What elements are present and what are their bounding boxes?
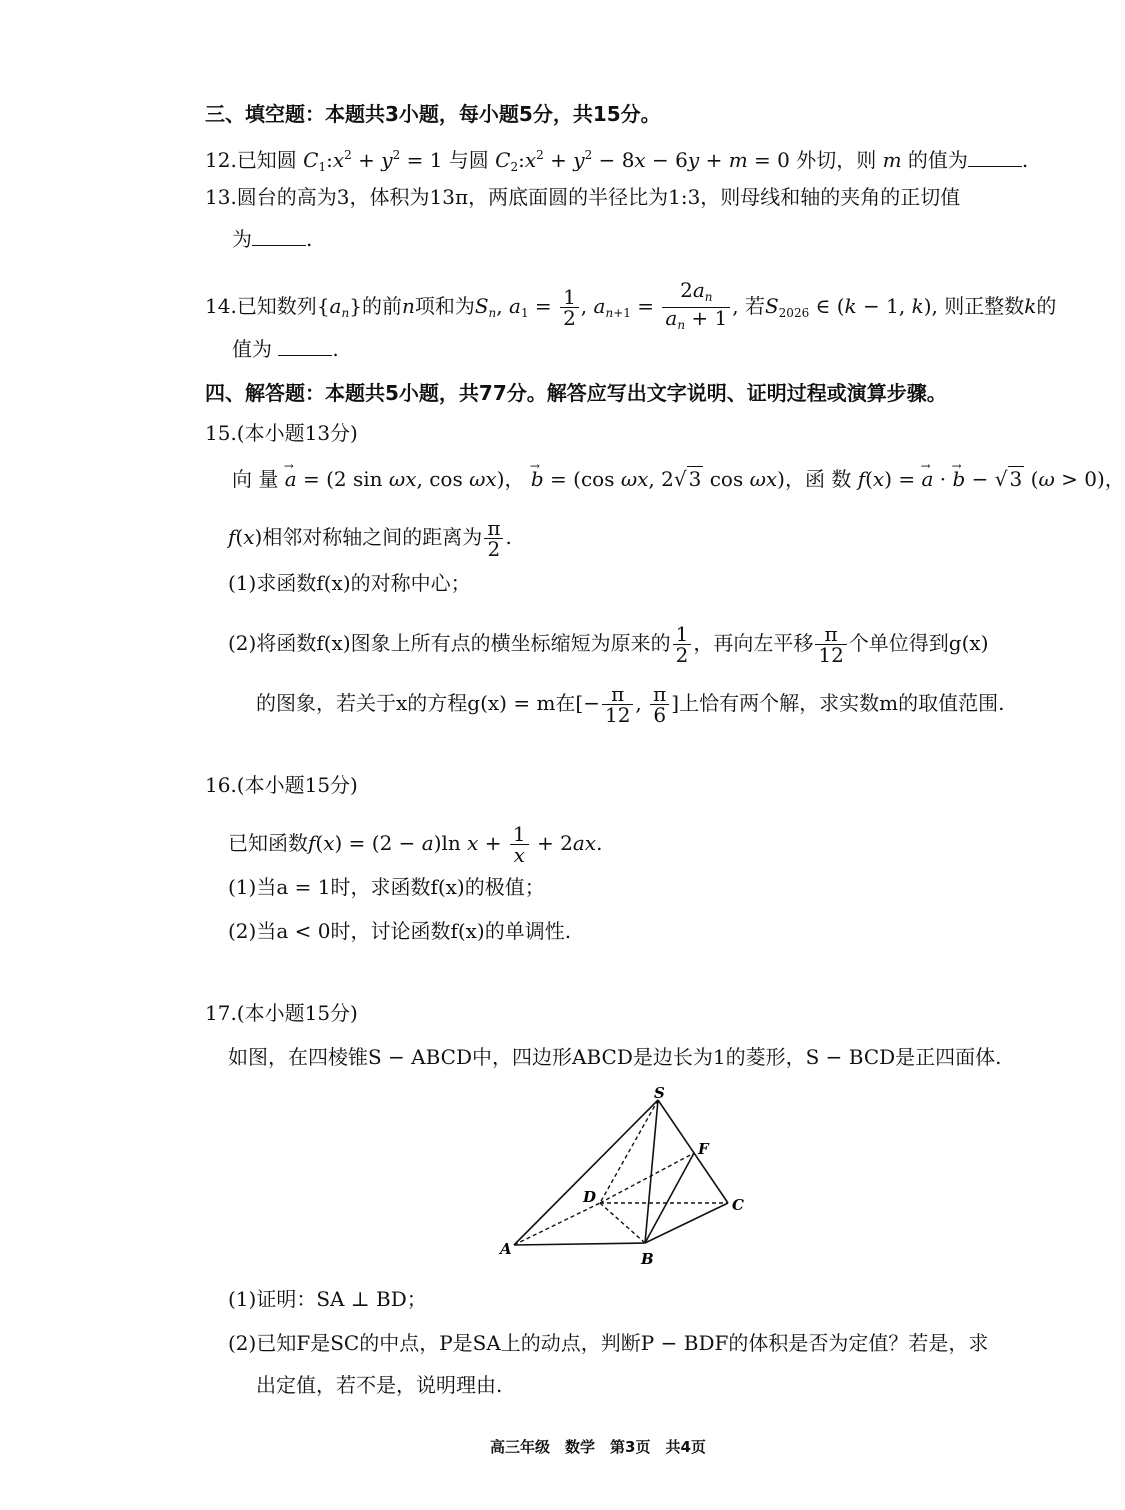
question-14: 14.已知数列$\{a_n\}$的前n项和为$S_n$, $a_1$ = $\frac{1}{2}$ , $a_{n+1}$ = $\frac{2a_n}{a_n + 1}$ , 若$S_{2026}$ ∈ (k − 1, k), 则正整数k的 <box>205 278 1057 332</box>
question-16-title: 16.(本小题15分) <box>205 773 358 797</box>
question-15-part2: (2)将函数f(x)图象上所有点的横坐标缩短为原来的 $\frac{1}{2}$ ，再向左平移 $\frac{\pi}{12}$ 个单位得到g(x) <box>228 622 989 667</box>
question-13-line2: 为 . <box>232 227 313 251</box>
question-15-part1: (1)求函数f(x)的对称中心； <box>228 571 471 595</box>
question-14-line2: 值为 . <box>232 337 339 361</box>
label-c: C <box>732 1196 744 1214</box>
edge-bc <box>645 1203 728 1243</box>
label-a: A <box>500 1240 512 1258</box>
question-12: 12.已知圆 $C_1:x^2 + y^2 = 1$ 与圆 $C_2:x^2 + y^2 - 8x - 6y + m = 0$ 外切，则 m 的值为 . <box>205 148 1029 174</box>
edge-ad <box>514 1203 600 1245</box>
question-15-title: 15.(本小题13分) <box>205 421 358 445</box>
edge-ab <box>514 1243 645 1245</box>
answer-blank <box>278 337 332 356</box>
edge-sa <box>514 1100 658 1245</box>
question-17-part1: (1)证明：SA ⊥ BD； <box>228 1287 427 1311</box>
question-16-line1: 已知函数f(x) = (2 − a)ln x + $\frac{1}{x}$ + 2ax. <box>228 822 603 867</box>
question-15-part2-line2: 的图象，若关于x的方程g(x) = m在[− $\frac{\pi}{12}$ , $\frac{\pi}{6}$ ]上恰有两个解，求实数m的取值范围. <box>256 682 1005 727</box>
section4-header: 四、解答题：本题共5小题，共77分。解答应写出文字说明、证明过程或演算步骤。 <box>205 381 947 405</box>
page-footer: 高三年级 数学 第3页 共4页 <box>490 1438 706 1456</box>
edge-sc <box>658 1100 728 1203</box>
label-d: D <box>583 1188 597 1206</box>
question-17-part2: (2)已知F是SC的中点，P是SA上的动点，判断P − BDF的体积是否为定值？若是，求 <box>228 1331 989 1355</box>
question-15-line2: f(x)相邻对称轴之间的距离为 $\frac{\pi}{2}$ . <box>228 516 512 561</box>
answer-blank <box>968 148 1022 167</box>
pyramid-figure <box>490 1080 760 1270</box>
edge-db <box>600 1203 645 1243</box>
label-b: B <box>641 1250 654 1268</box>
question-13-line1: 13.圆台的高为3，体积为13π，两底面圆的半径比为1:3，则母线和轴的夹角的正切值 <box>205 185 961 209</box>
question-15-line1: 向 量 → a = (2 sin ωx, cos ωx)， → b = (cos ωx, 2√ 3 cos ωx)，函 数 f(x) = → a · → b − √ 3 (ω > 0)， <box>232 466 1125 492</box>
section3-header: 三、填空题：本题共3小题，每小题5分，共15分。 <box>205 102 661 126</box>
label-f: F <box>698 1140 709 1158</box>
question-16-part1: (1)当a = 1时，求函数f(x)的极值； <box>228 875 545 899</box>
question-16-part2: (2)当a < 0时，讨论函数f(x)的单调性. <box>228 919 572 943</box>
label-s: S <box>654 1084 665 1102</box>
answer-blank <box>252 227 306 246</box>
question-17-line1: 如图，在四棱锥S − ABCD中，四边形ABCD是边长为1的菱形，S − BCD是正四面体. <box>228 1045 1002 1069</box>
question-17-title: 17.(本小题15分) <box>205 1001 358 1025</box>
question-17-part2-line2: 出定值，若不是，说明理由. <box>256 1373 503 1397</box>
